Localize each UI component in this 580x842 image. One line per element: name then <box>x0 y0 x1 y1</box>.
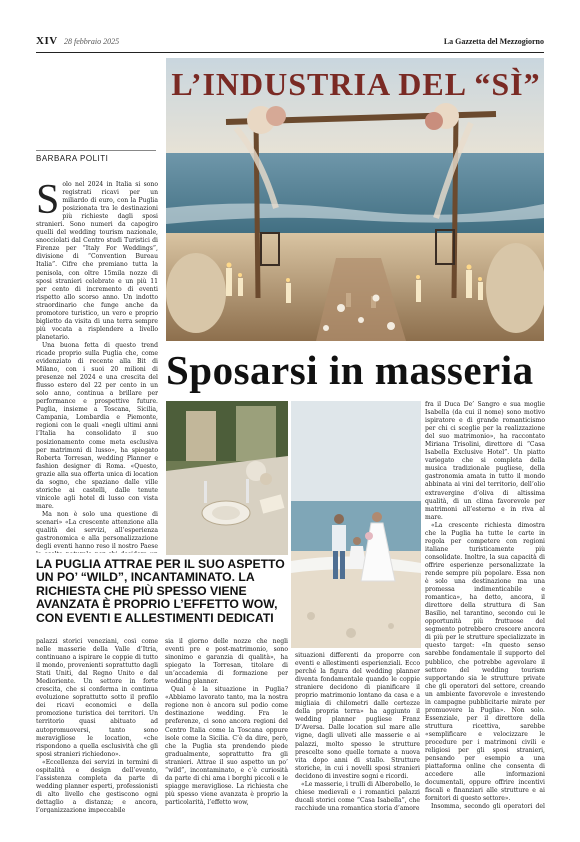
article-column-b3 <box>295 652 420 813</box>
pull-quote: LA PUGLIA ATTRAE PER IL SUO ASPETTO UN PO’ “WILD”, INCANTAMINATO. LA RICHIESTA CHE PIÙ SPESSO VIENE AVANZATA È PROPRIO L’EFFETTO WOW, CON EVENTI E ALLESTIMENTI DEDICATI <box>36 557 285 625</box>
issue-date: 28 febbraio 2025 <box>64 37 120 46</box>
page-header <box>36 35 544 51</box>
paragraph: palazzi storici veneziani, così come nelle masserie della Valle d’Itria, continuano a ispirare le coppie di tutto il mondo, provenienti soprattutto dagli Stati Uniti, dal Regno Unito e dal Medioriente. Un settore in forte crescita, che si conferma in continua evoluzione soprattutto sotto il profilo dei ricavi economici e della promozione turistica dei territori. Un territorio quasi abituato ad autopromuoversi, tanto sono meravigliose le location, «che rispondono a quella esclusività che gli sposi stranieri richiedono». <box>36 638 158 758</box>
table-setting-photo <box>166 401 288 555</box>
article-column-1 <box>36 181 158 553</box>
page-number: XIV <box>36 35 58 47</box>
paragraph: Qual è la situazione in Puglia? «Abbiamo lavorato tanto, ma la nostra regione non è ancora sul podio come destinazione wedding. Fra le preferenze, ci sono ancora regioni del Centro Italia come la Toscana oppure isole come la Sicilia. C’è da dire, però, che la Puglia sta prendendo piede gradualmente, soprattutto fra gli stranieri. Attrae il suo aspetto un po’ “wild”, incontaminato, e c’è curiosità da parte di chi ama i borghi piccoli e le spiagge meravigliose. La richiesta che più spesso viene avanzata è proprio la particolarità, l’effetto wow, <box>165 686 288 806</box>
paragraph: situazioni differenti da proporre con eventi e allestimenti esperienziali. Ecco perché la figura del wedding planner diventa fondamentale quando le coppie straniere decidono di pianificare il proprio matrimonio lontano da casa e a migliaia di chilometri dalle certezze della propria terra» ha aggiunto il wedding planner pugliese Franz D’Aversa. Dalle location sul mare alle vigne, dagli uliveti alle masserie e ai palazzi, molto spesso le strutture prescelte sono quelle tornate a nuova vita dopo anni di stallo. Strutture storiche, in cui i novelli sposi stranieri decidono di investire sogni e ricordi. <box>295 652 420 780</box>
paragraph: «La crescente richiesta dimostra che la Puglia ha tutte le carte in regola per competere con regioni italiane turisticamente più consolidate. Inoltre, la sua capacità di offrire esperienze personalizzate la rende sempre più popolare. Essa non è solo una destinazione ma una promessa indimenticabile e romantica», ha detto, ancora, il direttore della struttura di San Basilio, nel tarantino, secondo cui le opportunità più fruttuose del segmento potrebbero crescere ancora di più per le strutture specializzate in questo target: «In questo senso sarebbe fondamentale il supporto del pubblico, che potrebbe agevolare il settore del wedding tourism supportando sia le strutture private che gli operatori del settore, creando un ambiente favorevole e investendo in campagne pubblicitarie mirate per promuovere la Puglia». Non solo. Essenziale, per il direttore della struttura ricettiva, sarebbe «semplificare e velocizzare le procedure per i matrimoni civili e religiosi per gli sposi stranieri, pensando per esempio a una piattaforma online che consenta di accedere alle informazioni documentali, oppure offrire incentivi fiscali e finanziari alle strutture e ai fornitori di questo settore». <box>425 521 545 803</box>
publication-name: La Gazzetta del Mezzogiorno <box>443 37 544 46</box>
article-column-b1 <box>36 638 158 813</box>
couple-beach-illustration <box>291 401 421 648</box>
paragraph: sia il giorno delle nozze che negli eventi pre e post-matrimonio, sono sinonimo e garanzia di qualità», ha spiegato la Torresan, titolare di un’accademia di formazione per wedding planner. <box>165 638 288 686</box>
paragraph: Insomma, secondo gli operatori del <box>431 803 545 811</box>
article-kicker: L’INDUSTRIA DEL “SÌ” <box>171 66 541 102</box>
paragraph: Una buona fetta di questo trend ricade proprio sulla Puglia che, come evidenziato di recente alla Bit di Milano, con i suoi 20 milioni di presenze nel 2024 e una crescita del flusso estero del 22 per cento in un solo anno, continua a brillare per performance e prospettive future. Puglia, insieme a Toscana, Sicilia, Campania, Lombardia e Piemonte, regioni con le quali «negli ultimi anni l’Italia ha consolidato il suo posizionamento come meta esclusiva per matrimoni di lusso», ha spiegato Roberta Torresan, wedding Planner e fashion designer di Roma. «Questo, grazie alla sua offerta unica di location da sogno, che spaziano dalle ville storiche ai castelli, dalle tenute vinicole agli hotel di lusso con vista mare. <box>36 341 158 510</box>
author-byline: BARBARA POLITI <box>36 150 156 163</box>
header-rule <box>36 52 544 53</box>
paragraph: «Eccellenza dei servizi in termini di ospitalità e design dell’evento, l’assistenza completa da parte di wedding planner esperti, professionisti di alto livello che gestiscono ogni dettaglio a distanza; e ancora, l’organizzazione impeccabile <box>36 758 158 813</box>
article-column-right <box>425 401 545 811</box>
drop-cap: S <box>36 181 60 223</box>
paragraph: Solo nel 2024 in Italia si sono registrati ricavi per un miliardo di euro, con la Puglia posizionata tra le destinazioni più richieste dagli sposi stranieri. Sono numeri da capogiro quelli del wedding tourism nazionale, snocciolati dal Centro studi Turistici di Firenze per “Italy For Weddings”, divisione di “Convention Bureau Italia”. Cifre che premiano tutta la penisola, con oltre 15mila nozze di sposi stranieri celebrate e un più 11 per cento di incremento di eventi rispetto allo scorso anno. Un indotto straordinario che funge anche da promotore turistico, un vero e proprio biglietto da visita di una terra sempre più vocata a risplendere a livello planetario. <box>36 181 158 341</box>
table-setting-illustration <box>166 401 288 555</box>
article-title: Sposarsi in masseria <box>166 347 534 393</box>
paragraph: Ma non è solo una questione di scenari» «La crescente attenzione alla qualità dei servizi, all’esperienza gastronomica e alla personalizzazione degli eventi hanno reso il nostro Paese <box>36 510 158 551</box>
paragraph: «Le masserie, i trulli di Alberobello, le chiese medievali e i romantici palazzi ducali storici come “Casa Isabella”, che racchiude una romantica storia d’amore <box>295 780 420 812</box>
couple-beach-photo <box>291 401 421 648</box>
paragraph: fra il Duca De’ Sangro e sua moglie Isabella (da cui il nome) sono motivo ispiratore e di grande romanticismo per chi ci sceglie per la realizzazione del suo matrimonio», ha raccontato Miriana Trisolini, direttore di “Casa Isabella Exclusive Hotel”. Un piatto variegato che si completa della musica tradizionale pugliese, della gastronomia amata in tutto il mondo abbinata ai vini del territorio, dell’olio extravergine d’oliva di altissima qualità, di un clima favorevole per matrimoni all’esterno e in riva al mare. <box>425 401 545 521</box>
article-column-b2 <box>165 638 288 813</box>
